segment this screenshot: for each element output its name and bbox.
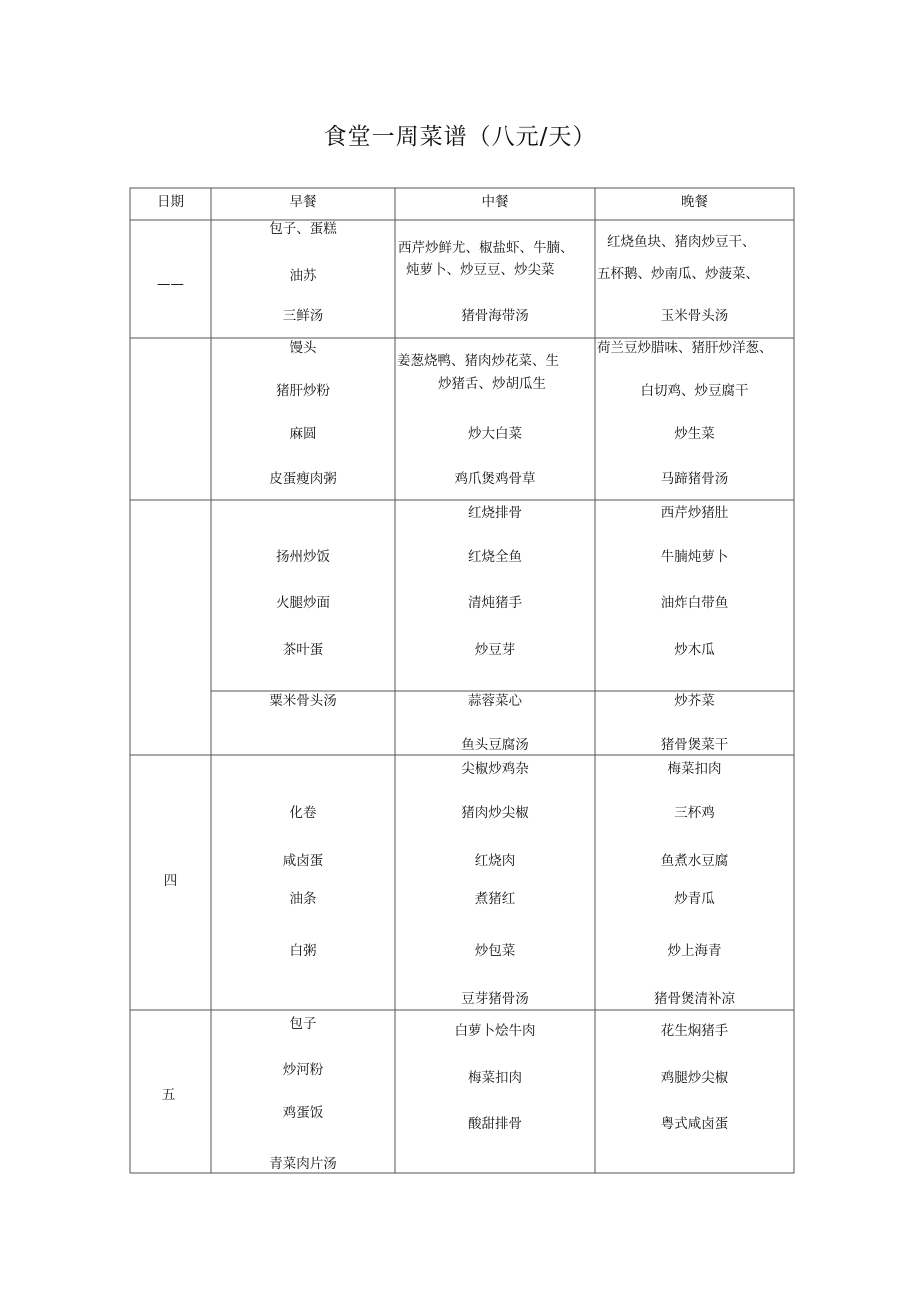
breakfast-item: 扬州炒饭: [276, 549, 330, 565]
dinner-item: 三杯鸡: [674, 805, 715, 821]
dinner-item: 油炸白带鱼: [660, 595, 729, 611]
header-lunch: 中餐: [481, 194, 509, 210]
header-date: 日期: [157, 194, 184, 210]
lunch-item: 清炖猪手: [468, 595, 522, 611]
lunch-item: 鱼头豆腐汤: [461, 737, 529, 753]
lunch-item: 猪肉炒尖椒: [461, 805, 529, 821]
breakfast-item: 皮蛋瘦肉粥: [269, 471, 337, 487]
breakfast-item: 火腿炒面: [276, 595, 330, 611]
breakfast-item: 茶叶蛋: [282, 642, 324, 658]
breakfast-item: 三鲜汤: [282, 308, 324, 324]
breakfast-item: 化卷: [289, 805, 317, 821]
dinner-item: 花生焖猪手: [660, 1023, 729, 1039]
dinner-item: 炒生菜: [674, 426, 715, 442]
breakfast-item: 包子、蛋糕: [269, 221, 337, 237]
header-dinner: 晚餐: [681, 194, 708, 210]
dinner-item: 五杯鹅、炒南瓜、炒菠菜、: [597, 266, 759, 282]
dinner-item: 猪骨煲清补凉: [654, 991, 735, 1007]
day-label: ——: [157, 276, 184, 292]
day-label: 五: [161, 1087, 176, 1103]
lunch-item: 炖萝卜、炒豆豆、炒尖菜: [406, 262, 555, 278]
dinner-item: 粤式咸卤蛋: [660, 1116, 729, 1132]
breakfast-item: 麻圆: [289, 426, 317, 442]
breakfast-item: 馒头: [289, 340, 317, 356]
breakfast-item: 猪肝炒粉: [276, 383, 330, 399]
dinner-item: 马蹄猪骨汤: [660, 471, 729, 487]
dinner-item: 鱼煮水豆腐: [660, 853, 729, 869]
dinner-item: 炒青瓜: [674, 891, 715, 907]
dinner-item: 红烧鱼块、猪肉炒豆干、: [607, 234, 756, 250]
dinner-item: 猪骨煲菜干: [660, 737, 729, 753]
breakfast-item: 青菜肉片汤: [269, 1156, 337, 1172]
lunch-item: 炒猪舌、炒胡瓜生: [438, 376, 546, 392]
dinner-item: 炒芥菜: [674, 693, 715, 709]
lunch-item: 蒜蓉菜心: [468, 693, 522, 709]
lunch-item: 煮猪红: [474, 891, 516, 907]
dinner-item: 西芹炒猪肚: [660, 505, 729, 521]
lunch-item: 红烧排骨: [468, 505, 522, 521]
dinner-item: 荷兰豆炒腊味、猪肝炒洋葱、: [597, 340, 773, 356]
lunch-item: 梅菜扣肉: [468, 1070, 522, 1086]
lunch-item: 姜葱烧鸭、猪肉炒花菜、生: [397, 353, 559, 369]
dinner-item: 牛腩炖萝卜: [660, 549, 729, 565]
breakfast-item: 炒河粉: [282, 1062, 324, 1078]
lunch-item: 豆芽猪骨汤: [461, 991, 529, 1007]
lunch-item: 红烧肉: [474, 853, 516, 869]
lunch-item: 鸡爪煲鸡骨草: [454, 471, 536, 487]
dinner-item: 玉米骨头汤: [660, 308, 729, 324]
lunch-item: 尖椒炒鸡杂: [461, 761, 529, 777]
dinner-item: 炒木瓜: [674, 642, 715, 658]
lunch-item: 猪骨海带汤: [461, 308, 529, 324]
dinner-item: 鸡腿炒尖椒: [660, 1070, 729, 1086]
breakfast-item: 包子: [289, 1016, 317, 1032]
lunch-item: 炒豆芽: [474, 642, 516, 658]
lunch-item: 红烧全鱼: [468, 549, 522, 565]
breakfast-item: 油苏: [289, 268, 317, 284]
breakfast-item: 鸡蛋饭: [282, 1105, 324, 1121]
breakfast-item: 白粥: [289, 943, 317, 959]
breakfast-item: 油条: [289, 891, 317, 907]
lunch-item: 炒大白菜: [468, 426, 522, 442]
dinner-item: 炒上海青: [667, 943, 722, 959]
breakfast-item: 咸卤蛋: [282, 853, 324, 869]
lunch-item: 炒包菜: [474, 943, 516, 959]
dinner-item: 梅菜扣肉: [667, 761, 722, 777]
breakfast-item: 粟米骨头汤: [269, 693, 337, 709]
page-title: 食堂一周菜谱（八元/天）: [323, 124, 597, 150]
header-breakfast: 早餐: [289, 194, 317, 210]
day-label: 四: [163, 873, 178, 889]
lunch-item: 西芹炒鲜尤、椒盐虾、牛腩、: [398, 240, 574, 256]
dinner-item: 白切鸡、炒豆腐干: [640, 383, 749, 399]
lunch-item: 酸甜排骨: [468, 1116, 522, 1132]
lunch-item: 白萝卜烩牛肉: [454, 1023, 536, 1039]
